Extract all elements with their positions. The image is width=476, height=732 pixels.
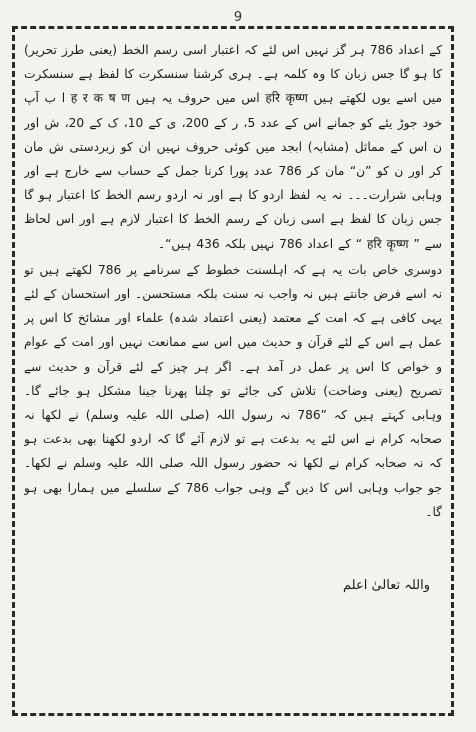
paragraph-1: کے اعداد 786 ہر گز نہیں اس لئے کہ اعتبار اسی رسم الخط (یعنی طرز تحریر) کا ہو گا جس زبان کا وہ کلمہ ہے۔ ہری کرشنا سنسکرت کا لفظ ہے سنسکرت میں اسے یوں لکھتے ہیں हरि कृष्ण اس میں حروف یہ ہیں ह र क ष ण ا ب آپ خود جوڑ یئے کو جمانے اس کے عدد 5، ر کے 200، ی کے 10، ک کے 20، ش اور ن اس کے مماثل (مشابہ) ابجد میں کوئی حروف نہیں ان کو زبردستی ش مان کر اور ن کو ”ن“ مان کر 786 عدد پورا کرنا جمل کے حساب سے خارج ہے اور وہابی شرارت۔۔۔ نہ یہ لفظ اردو کا ہے اور نہ اردو رسم الخط کا اعتبار ہو گا جس زبان کا لفظ ہے اسی زبان کے رسم الخط کا اعتبار لازم ہے اور اس لحاظ سے ” हरि कृष्ण “ کے اعداد 786 نہیں بلکہ 436 ہیں“۔ — [24, 43, 442, 251]
paragraph-2: دوسری خاص بات یہ ہے کہ اہلسنت خطوط کے سرنامے پر 786 لکھتے ہیں تو نہ اسے فرض جانتے ہیں نہ واجب نہ سنت بلکہ مستحسن۔ اور استحسان کے لئے یہی کافی ہے کہ امت کے معتمد (یعنی اعتماد شدہ) علماء اور مشائخ کا اس پر عمل ہے اس کے لئے قرآن و حدیث میں اس سے ممانعت نہیں اور امت کے عوام و خواص کا اس پر عمل در آمد ہے۔ اگر ہر چیز کے لئے قرآن و حدیث سے تصریح (یعنی وضاحت) تلاش کی جائے تو چلنا پھرنا جینا مشکل ہو جائے گا۔ وہابی کہتے ہیں کہ ”786 نہ رسول اللہ (صلی اللہ علیہ وسلم) نے لکھا نہ صحابہ کرام نے اس لئے یہ بدعت ہے تو لازم آئے گا کہ اردو لکھنا بھی بدعت ہو کہ نہ صحابہ کرام نے لکھا نہ حضور رسول اللہ صلی اللہ علیہ وسلم نے لکھا۔ جو جواب وہابی اس کا دیں گے وہی جواب 786 کے سلسلے میں ہمارا بھی ہو گا۔ — [24, 262, 442, 519]
closing-signature: واللہ تعالیٰ اعلم — [342, 578, 430, 593]
page-number: 9 — [233, 10, 243, 25]
